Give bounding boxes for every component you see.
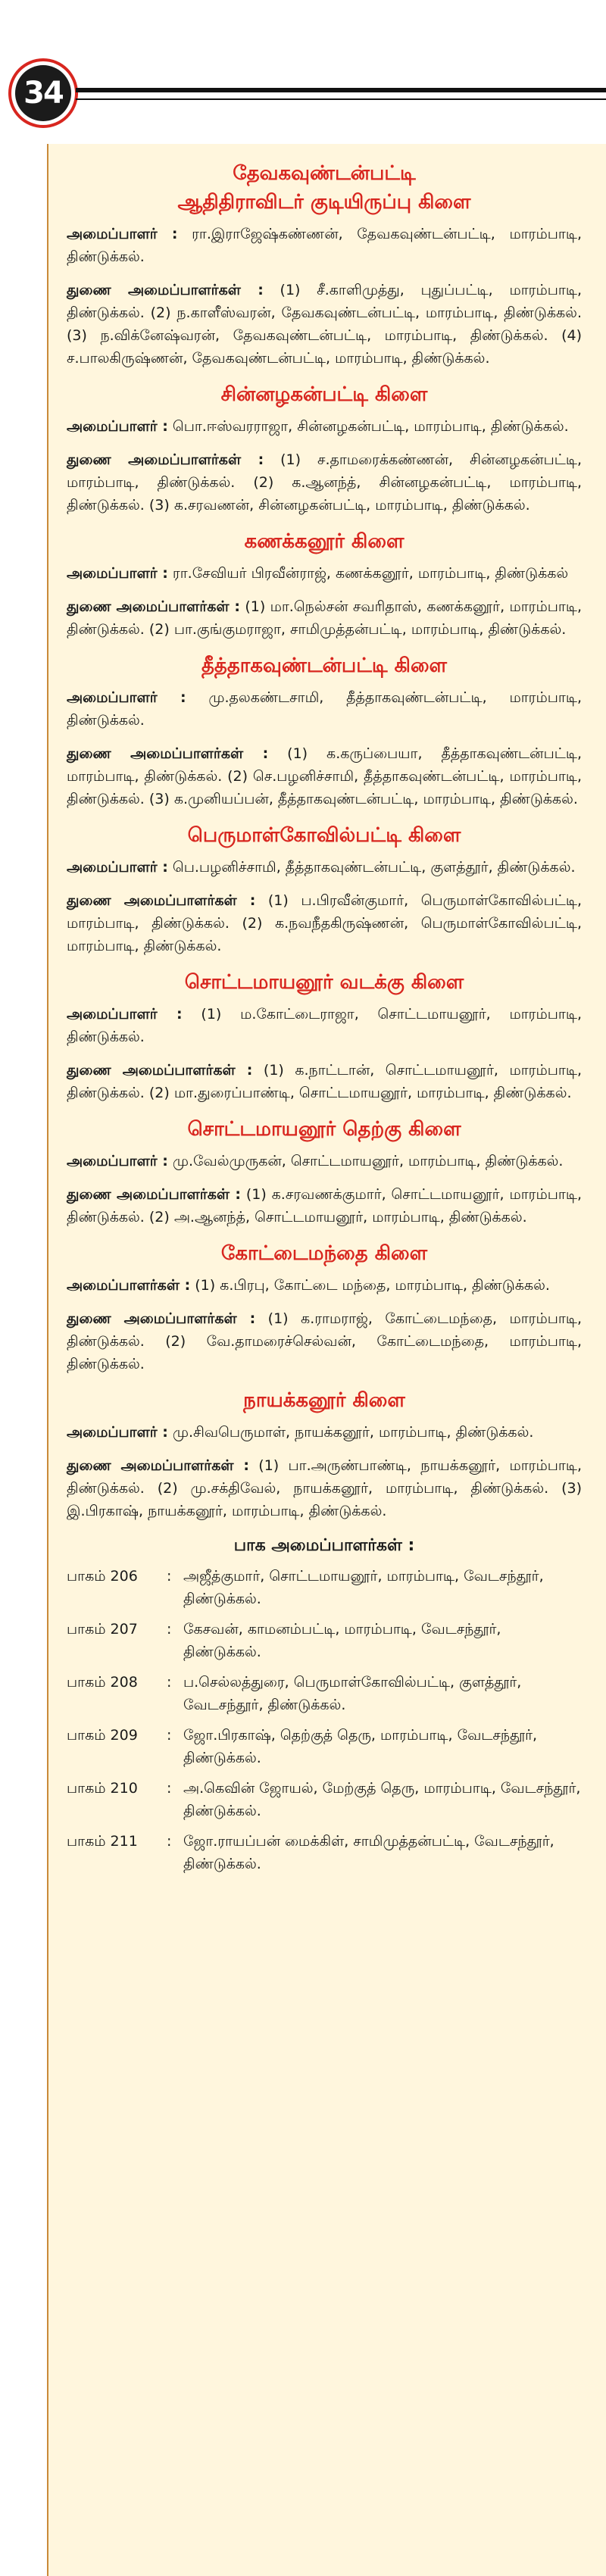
branch-section [67, 968, 582, 1104]
section-title-line: தீத்தாகவுண்டன்பட்டி கிளை [201, 654, 448, 677]
section-title-line: சின்னழகன்பட்டி கிளை [220, 383, 428, 406]
booth-colon: : [167, 1780, 172, 1797]
booth-number: பாகம் 211 [67, 1833, 138, 1850]
section-title-line: பெருமாள்கோவில்பட்டி கிளை [187, 824, 461, 847]
page-number-badge: 34 [15, 65, 71, 121]
organizer-label: அமைப்பாளர் : [67, 859, 168, 876]
organizer-label: அமைப்பாளர் : [67, 1424, 168, 1441]
organizer-paragraph [67, 562, 582, 585]
deputy-text: (1) மா.நெல்சன் சவரிதாஸ், கணக்கனூர், மாரம்பாடி, திண்டுக்கல். (2) பா.குங்குமராஜா, சாமிமுத்தன்பட்டி, மாரம்பாடி, திண்டுக்கல். [67, 598, 583, 638]
organizer-paragraph [67, 686, 582, 732]
organizer-text: ரா.இராஜேஷ்கண்ணன், தேவகவுண்டன்பட்டி, மாரம்பாடி, திண்டுக்கல். [67, 226, 582, 265]
deputy-text: (1) க.சரவணக்குமார், சொட்டமாயனூர், மாரம்பாடி, திண்டுக்கல். (2) அ.ஆனந்த், சொட்டமாயனூர், மாரம்பாடி, திண்டுக்கல். [67, 1186, 582, 1226]
organizer-label: அமைப்பாளர் : [67, 418, 168, 435]
branch-section [67, 651, 582, 810]
booth-number: பாகம் 209 [67, 1727, 138, 1744]
organizer-paragraph [67, 856, 582, 879]
organizer-paragraph [67, 1274, 582, 1297]
deputy-text: (1) க.நாட்டான், சொட்டமாயனூர், மாரம்பாடி, திண்டுக்கல். (2) மா.துரைப்பாண்டி, சொட்டமாயனூர், மாரம்பாடி, திண்டுக்கல். [67, 1062, 583, 1101]
section-title [67, 527, 582, 556]
booth-row [67, 1724, 582, 1769]
booth-organizer: அஜீத்குமார், சொட்டமாயனூர், மாரம்பாடி, வேடசந்தூர், திண்டுக்கல். [183, 1568, 544, 1607]
section-title-line: தேவகவுண்டன்பட்டி [233, 162, 416, 185]
deputy-label: துணை அமைப்பாளர்கள் : [67, 598, 241, 615]
section-title [67, 821, 582, 850]
deputy-label: துணை அமைப்பாளர்கள் : [67, 892, 256, 909]
branch-section [67, 821, 582, 957]
branch-section [67, 1239, 582, 1375]
booth-organizer: ஜோ.பிரகாஷ், தெற்குத் தெரு, மாரம்பாடி, வேடசந்தூர், திண்டுக்கல். [183, 1727, 538, 1766]
section-title-line: சொட்டமாயனூர் தெற்கு கிளை [187, 1118, 461, 1141]
booth-organizer: ப.செல்லத்துரை, பெருமாள்கோவில்பட்டி, குளத்தூர், வேடசந்தூர், திண்டுக்கல். [183, 1674, 522, 1713]
booth-colon: : [167, 1568, 172, 1585]
section-title [67, 1239, 582, 1268]
booth-row [67, 1618, 582, 1663]
organizer-label: அமைப்பாளர் : [67, 1153, 168, 1169]
organizer-label: அமைப்பாளர் : [67, 689, 186, 706]
organizer-text: மு.சிவபெருமாள், நாயக்கனூர், மாரம்பாடி, திண்டுக்கல். [167, 1424, 534, 1441]
branch-section [67, 380, 582, 517]
booth-colon: : [167, 1621, 172, 1638]
section-title-line: சொட்டமாயனூர் வடக்கு கிளை [184, 971, 464, 994]
booth-row [67, 1830, 582, 1875]
deputy-paragraph [67, 1454, 582, 1522]
organizer-paragraph [67, 1150, 582, 1172]
deputy-label: துணை அமைப்பாளர்கள் : [67, 1310, 256, 1327]
organizer-text: (1) க.பிரபு, கோட்டை மந்தை, மாரம்பாடி, திண்டுக்கல். [190, 1277, 550, 1294]
deputy-paragraph [67, 1183, 582, 1229]
deputy-label: துணை அமைப்பாளர்கள் : [67, 1186, 242, 1203]
deputy-text: (1) ப.பிரவீன்குமார், பெருமாள்கோவில்பட்டி, மாரம்பாடி, திண்டுக்கல். (2) க.நவநீதகிருஷ்ணன், பெருமாள்கோவில்பட்டி, மாரம்பாடி, திண்டுக்கல். [67, 892, 582, 954]
booth-number: பாகம் 207 [67, 1621, 138, 1638]
booth-number: பாகம் 208 [67, 1674, 138, 1691]
booth-number: பாகம் 210 [67, 1780, 138, 1797]
booth-row [67, 1777, 582, 1822]
organizer-text: (1) ம.கோட்டைராஜா, சொட்டமாயனூர், மாரம்பாடி, திண்டுக்கல். [67, 1006, 583, 1045]
organizer-text: பொ.ஈஸ்வரராஜா, சின்னழகன்பட்டி, மாரம்பாடி, திண்டுக்கல். [167, 418, 569, 435]
section-title [67, 968, 582, 997]
deputy-label: துணை அமைப்பாளர்கள் : [67, 1062, 253, 1079]
section-title-line: கோட்டைமந்தை கிளை [220, 1242, 428, 1265]
organizer-label: அமைப்பாளர் : [67, 1006, 183, 1023]
section-title [67, 159, 582, 217]
booth-colon: : [167, 1674, 172, 1691]
section-title [67, 1115, 582, 1144]
organizer-label: அமைப்பாளர் : [67, 565, 168, 582]
section-title-line: கணக்கனூர் கிளை [244, 530, 405, 553]
booth-number: பாகம் 206 [67, 1568, 138, 1585]
organizer-label: அமைப்பாளர்கள் : [67, 1277, 191, 1294]
booth-organizers-heading: பாக அமைப்பாளர்கள் : [233, 1536, 415, 1555]
deputy-label: துணை அமைப்பாளர்கள் : [67, 1457, 249, 1474]
booth-colon: : [167, 1727, 172, 1744]
organizer-paragraph [67, 1421, 582, 1444]
organizer-paragraph [67, 223, 582, 268]
header-rule-thick [76, 88, 606, 92]
header-rule-thin [76, 98, 606, 100]
organizer-paragraph [67, 415, 582, 438]
deputy-text: (1) பா.அருண்பாண்டி, நாயக்கனூர், மாரம்பாடி, திண்டுக்கல். (2) மு.சக்திவேல், நாயக்கனூர், மாரம்பாடி, திண்டுக்கல். (3) இ.பிரகாஷ், நாயக்கனூர், மாரம்பாடி, திண்டுக்கல். [67, 1457, 582, 1519]
section-title [67, 651, 582, 680]
deputy-paragraph [67, 595, 582, 641]
booth-row [67, 1671, 582, 1716]
booth-organizer: ஜோ.ராயப்பன் மைக்கிள், சாமிமுத்தன்பட்டி, வேடசந்தூர், திண்டுக்கல். [183, 1833, 554, 1872]
organizer-text: பெ.பழனிச்சாமி, தீத்தாகவுண்டன்பட்டி, குளத்தூர், திண்டுக்கல். [167, 859, 576, 876]
organizer-label: அமைப்பாளர் : [67, 226, 178, 242]
booth-organizer: கேசவன், காமனம்பட்டி, மாரம்பாடி, வேடசந்தூர், திண்டுக்கல். [183, 1621, 501, 1660]
deputy-label: துணை அமைப்பாளர்கள் : [67, 745, 269, 762]
deputy-label: துணை அமைப்பாளர்கள் : [67, 282, 264, 298]
section-title-line: நாயக்கனூர் கிளை [243, 1389, 405, 1412]
section-title [67, 1386, 582, 1415]
deputy-text: (1) ச.தாமரைக்கண்ணன், சின்னழகன்பட்டி, மாரம்பாடி, திண்டுக்கல். (2) க.ஆனந்த், சின்னழகன்பட்டி, மாரம்பாடி, திண்டுக்கல். (3) க.சரவணன், சின்னழகன்பட்டி, மாரம்பாடி, திண்டுக்கல். [67, 451, 582, 514]
deputy-paragraph [67, 889, 582, 957]
deputy-text: (1) சீ.காளிமுத்து, புதுப்பட்டி, மாரம்பாடி, திண்டுக்கல். (2) ந.காளீஸ்வரன், தேவகவுண்டன்பட்டி, மாரம்பாடி, திண்டுக்கல். (3) ந.விக்னேஷ்வரன், தேவகவுண்டன்பட்டி, மாரம்பாடி, திண்டுக்கல். (4) ச.பாலகிருஷ்ணன், தேவகவுண்டன்பட்டி, மாரம்பாடி, திண்டுக்கல். [67, 282, 583, 367]
deputy-paragraph [67, 448, 582, 517]
section-title-line: ஆதிதிராவிடர் குடியிருப்பு கிளை [177, 191, 471, 214]
deputy-text: (1) க.ராமராஜ், கோட்டைமந்தை, மாரம்பாடி, திண்டுக்கல். (2) வே.தாமரைச்செல்வன், கோட்டைமந்தை, மாரம்பாடி, திண்டுக்கல். [67, 1310, 582, 1372]
organizer-text: மு.வேல்முருகன், சொட்டமாயனூர், மாரம்பாடி, திண்டுக்கல். [167, 1153, 564, 1169]
deputy-paragraph [67, 279, 582, 370]
booth-colon: : [167, 1833, 172, 1850]
organizer-text: ரா.சேவியர் பிரவீன்ராஜ், கணக்கனூர், மாரம்பாடி, திண்டுக்கல் [167, 565, 569, 582]
deputy-paragraph [67, 742, 582, 810]
deputy-text: (1) க.கருப்பையா, தீத்தாகவுண்டன்பட்டி, மாரம்பாடி, திண்டுக்கல். (2) செ.பழனிச்சாமி, தீத்தாகவுண்டன்பட்டி, மாரம்பாடி, திண்டுக்கல். (3) க.முனியப்பன், தீத்தாகவுண்டன்பட்டி, மாரம்பாடி, திண்டுக்கல். [67, 745, 582, 807]
branch-section [67, 1386, 582, 1522]
branch-section [67, 159, 582, 370]
booth-organizer: அ.கெவின் ஜோயல், மேற்குத் தெரு, மாரம்பாடி, வேடசந்தூர், திண்டுக்கல். [183, 1780, 581, 1819]
organizer-paragraph [67, 1003, 582, 1048]
article-body [67, 151, 582, 1883]
deputy-paragraph [67, 1059, 582, 1104]
booth-row [67, 1565, 582, 1610]
deputy-paragraph [67, 1307, 582, 1375]
deputy-label: துணை அமைப்பாளர்கள் : [67, 451, 264, 468]
branch-section [67, 1115, 582, 1229]
branch-section [67, 527, 582, 641]
page-header [0, 0, 606, 144]
organizer-text: மு.தலகண்டசாமி, தீத்தாகவுண்டன்பட்டி, மாரம்பாடி, திண்டுக்கல். [67, 689, 582, 729]
section-title [67, 380, 582, 409]
